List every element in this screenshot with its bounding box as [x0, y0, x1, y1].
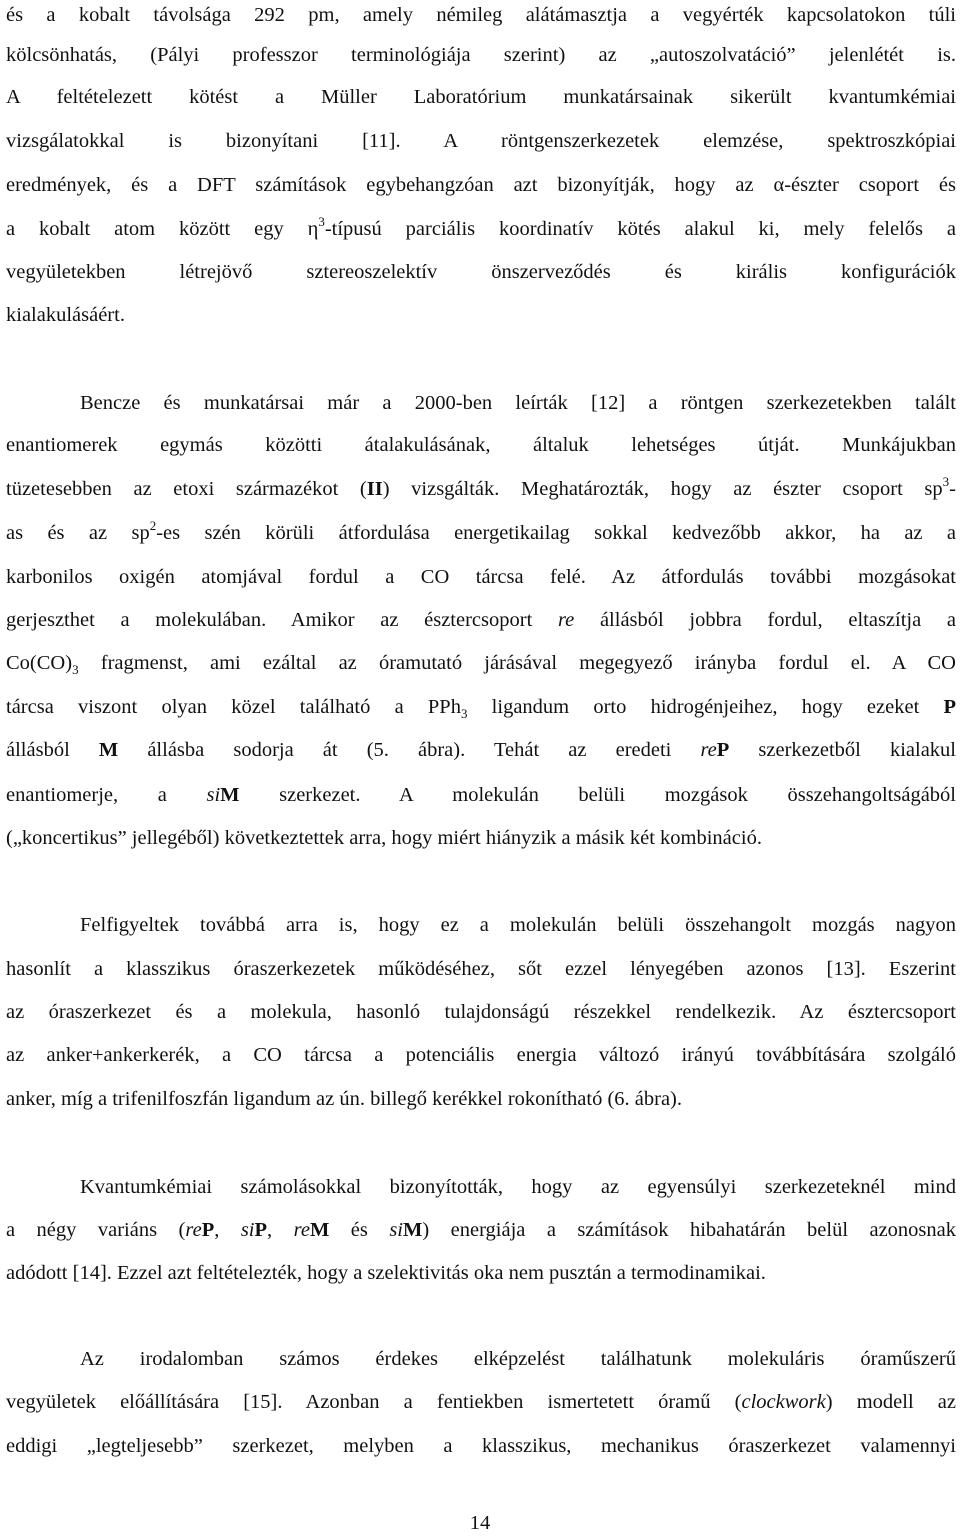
p2-line-2: enantiomerek egymás közötti átalakulásának, általuk lehetséges útját. Munkájukban	[6, 434, 956, 456]
text-run: tárcsa viszont olyan közel található a PPh	[6, 696, 461, 718]
p1-line-3: A feltételezett kötést a Müller Laboratórium munkatársainak sikerült kvantumkémiai	[6, 86, 956, 108]
text-run: a kobalt atom között egy η	[6, 218, 319, 240]
text-run: enantiomerje, a	[6, 784, 207, 806]
text-run: vegyületek előállítására [15]. Azonban a fentiekben ismertetett óramű (	[6, 1391, 742, 1413]
p2-line-6	[6, 605, 956, 635]
text-run: ,	[214, 1219, 241, 1241]
p4-line-1: Kvantumkémiai számolásokkal bizonyították, hogy az egyensúlyi szerkezeteknél mind	[80, 1176, 956, 1198]
bold-run: M	[98, 739, 119, 761]
text-run: ligandum orto hidrogénjeihez, hogy ezeket	[467, 696, 944, 718]
text-run: fragmenst, ami ezáltal az óramutató járásával megegyező irányba fordul el. A CO	[78, 652, 956, 674]
p1-line-2: kölcsönhatás, (Pályi professzor terminológiája szerint) az „autoszolvatáció” jelenlétét is.	[6, 44, 956, 66]
p1-line-7: vegyületekben létrejövő sztereoszelektív önszerveződés és királis konfigurációk	[6, 261, 956, 283]
bold-run: M	[220, 784, 240, 806]
bold-run: P	[716, 739, 730, 761]
italic-run: re	[700, 739, 717, 761]
text-run: -típusú parciális koordinatív kötés alakul ki, mely felelős a	[324, 218, 957, 240]
p5-line-1: Az irodalomban számos érdekes elképzelést találhatunk molekuláris óraműszerű	[80, 1348, 956, 1370]
p2-line-7	[6, 648, 956, 678]
text-run: ) modell az	[825, 1391, 956, 1413]
p4-line-3: adódott [14]. Ezzel azt feltételezték, hogy a szelektivitás oka nem pusztán a termodinamikai.	[6, 1262, 766, 1284]
p1-line-8: kialakulásáért.	[6, 304, 125, 326]
italic-run: clockwork	[741, 1391, 826, 1413]
bold-run: P	[201, 1219, 215, 1241]
text-run: ) energiája a számítások hibahatárán belül azonosnak	[422, 1219, 957, 1241]
superscript: 2	[149, 518, 157, 533]
bold-run: M	[309, 1219, 330, 1241]
p3-line-2: hasonlít a klasszikus óraszerkezetek működéséhez, sőt ezzel lényegében azonos [13]. Eszerint	[6, 958, 956, 980]
bold-run: P	[943, 696, 957, 718]
p5-line-2	[6, 1387, 956, 1417]
text-run: ) vizsgálták. Meghatározták, hogy az észter csoport sp	[382, 478, 943, 500]
text-run: as és az sp	[6, 522, 150, 544]
text-run: ,	[267, 1219, 294, 1241]
p1-line-1: és a kobalt távolsága 292 pm, amely némileg alátámasztja a vegyérték kapcsolatokon túli	[6, 4, 956, 26]
text-run: -	[949, 478, 956, 500]
italic-run: re	[557, 609, 575, 631]
p3-line-5: anker, míg a trifenilfoszfán ligandum az ún. billegő kerékkel rokonítható (6. ábra).	[6, 1088, 683, 1110]
p2-line-1: Bencze és munkatársai már a 2000-ben leírták [12] a röntgen szerkezetekben talált	[80, 392, 956, 414]
italic-run: re	[293, 1219, 310, 1241]
p2-line-4	[6, 518, 956, 548]
text-run: Co(CO)	[6, 652, 73, 674]
p1-line-4: vizsgálatokkal is bizonyítani [11]. A röntgenszerkezetek elemzése, spektroszkópiai	[6, 130, 956, 152]
compound-label: II	[366, 478, 383, 500]
superscript: 3	[942, 474, 950, 489]
text-run: szerkezetből kialakul	[729, 739, 957, 761]
text-run: gerjeszthet a molekulában. Amikor az észtercsoport	[6, 609, 558, 631]
superscript: 3	[318, 214, 325, 229]
text-run: állásból	[6, 739, 99, 761]
page-number: 14	[469, 1512, 491, 1534]
p5-line-3: eddigi „legteljesebb” szerkezet, melyben a klasszikus, mechanikus óraszerkezet valamennyi	[6, 1435, 956, 1457]
p2-line-10	[6, 780, 956, 810]
p2-line-9	[6, 735, 956, 765]
p3-line-4: az anker+ankerkerék, a CO tárcsa a potenciális energia változó irányú továbbítására szolgáló	[6, 1044, 956, 1066]
italic-run: si	[206, 784, 221, 806]
text-run: és	[329, 1219, 390, 1241]
p1-line-5: eredmények, és a DFT számítások egybehangzóan azt bizonyítják, hogy az α-észter csoport és	[6, 174, 956, 196]
italic-run: re	[185, 1219, 202, 1241]
text-run: a négy variáns (	[6, 1219, 186, 1241]
text-run: állásból jobbra fordul, eltaszítja a	[574, 609, 956, 631]
text-run: -es szén körüli átfordulása energetikailag sokkal kedvezőbb akkor, ha az a	[156, 522, 956, 544]
text-run: tüzetesebben az etoxi származékot (	[6, 478, 367, 500]
text-run: szerkezet. A molekulán belüli mozgások összehangoltságából	[239, 784, 956, 806]
p2-line-8	[6, 692, 956, 722]
subscript: 3	[460, 706, 468, 721]
bold-run: P	[254, 1219, 268, 1241]
italic-run: si	[240, 1219, 255, 1241]
italic-run: si	[389, 1219, 403, 1241]
subscript: 3	[72, 662, 79, 677]
p3-line-3: az óraszerkezet és a molekula, hasonló tulajdonságú részekkel rendelkezik. Az észtercsoport	[6, 1001, 956, 1023]
p2-line-11: („koncertikus” jellegéből) következtettek arra, hogy miért hiányzik a másik két kombináció.	[6, 827, 762, 849]
p2-line-3	[6, 474, 956, 504]
p4-line-2	[6, 1215, 956, 1245]
p2-line-5: karbonilos oxigén atomjával fordul a CO tárcsa felé. Az átfordulás további mozgásokat	[6, 566, 956, 588]
bold-run: M	[403, 1219, 423, 1241]
p3-line-1: Felfigyeltek továbbá arra is, hogy ez a molekulán belüli összehangolt mozgás nagyon	[80, 914, 956, 936]
p1-line-6	[6, 214, 956, 244]
text-run: állásba sodorja át (5. ábra). Tehát az eredeti	[118, 739, 701, 761]
